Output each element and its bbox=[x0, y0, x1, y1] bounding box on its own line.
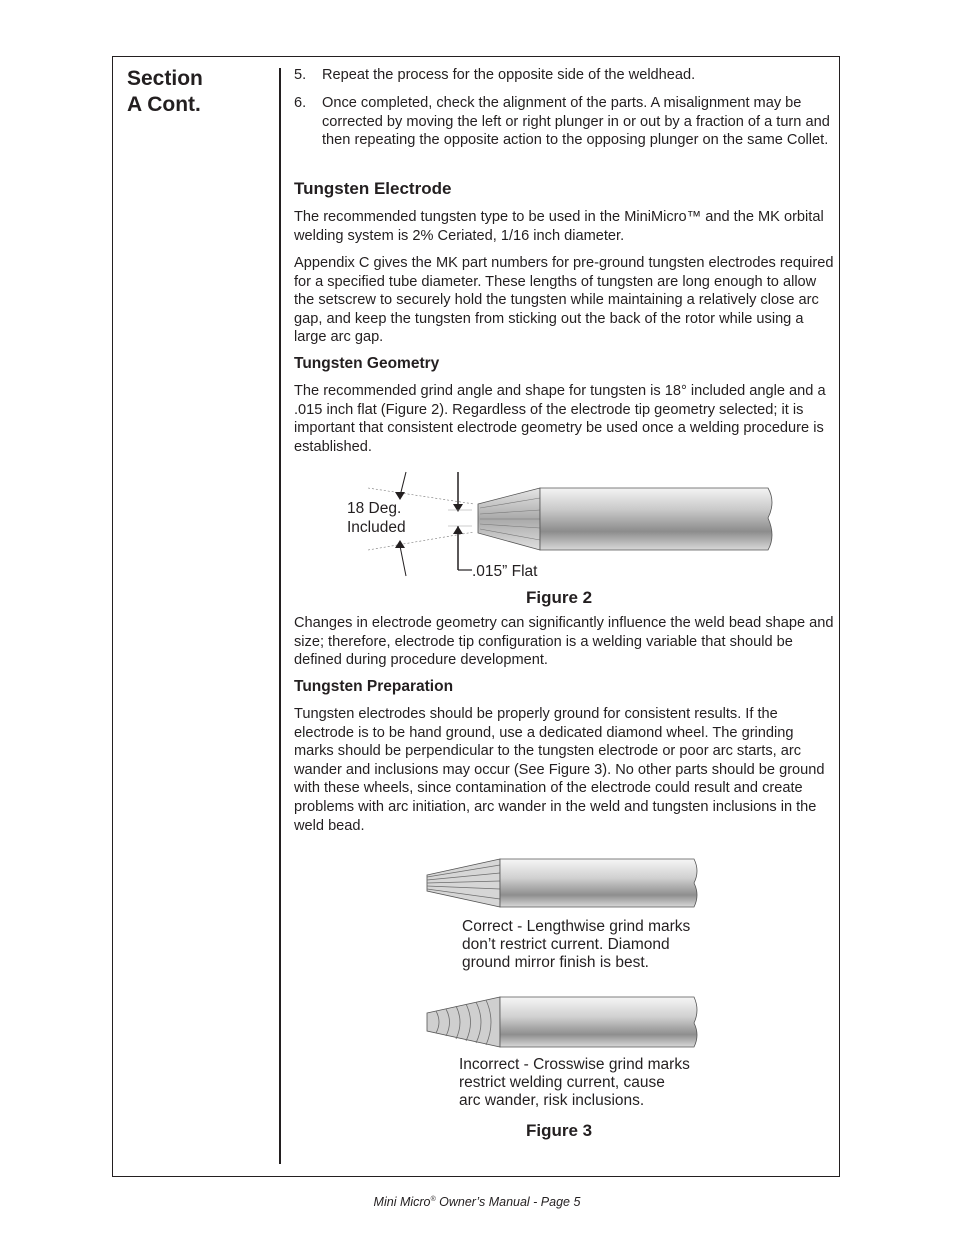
section-title-line2: A Cont. bbox=[127, 93, 201, 116]
paragraph-tungsten-type: The recommended tungsten type to be used in the MiniMicro™ and the MK orbital welding system is 2% Ceriated, 1/16 inch diameter. bbox=[294, 209, 824, 244]
figure3-caption: Figure 3 bbox=[526, 1121, 593, 1140]
heading-tungsten-electrode: Tungsten Electrode bbox=[294, 179, 452, 198]
figure2-flat-label: .015” Flat bbox=[472, 563, 538, 580]
figure2-electrode-diagram bbox=[340, 466, 780, 584]
list-text: Once completed, check the alignment of the parts. A misalignment may be corrected by moving the left or right plunger in or out by a fraction of a turn and then repeating the opposite action to the opposing plunger on the same Collet. bbox=[322, 95, 830, 149]
registered-mark: ® bbox=[430, 1195, 436, 1203]
heading-tungsten-geometry: Tungsten Geometry bbox=[294, 355, 440, 372]
section-title bbox=[127, 66, 203, 118]
list-text: Repeat the process for the opposite side of the weldhead. bbox=[322, 67, 696, 83]
footer-product: Mini Micro bbox=[373, 1195, 431, 1209]
list-number: 5. bbox=[294, 67, 307, 83]
figure3-correct-line3: ground mirror finish is best. bbox=[462, 954, 649, 971]
figure2-angle-label-line2: Included bbox=[347, 519, 406, 536]
paragraph-grind-angle: The recommended grind angle and shape for tungsten is 18° included angle and a .015 inch flat (Figure 2). Regardless of the electrode tip geometry selected; it is important that consistent electrode geometry be used once a welding procedure is established. bbox=[294, 383, 826, 455]
figure2-caption: Figure 2 bbox=[526, 588, 593, 607]
section-title-line1: Section bbox=[127, 67, 203, 90]
list-number: 6. bbox=[294, 95, 307, 111]
paragraph-appendix-c: Appendix C gives the MK part numbers for pre-ground tungsten electrodes required for a specified tube diameter. These lengths of tungsten are long enough to allow the setscrew to securely hold the tungsten while maintaining a relatively close arc gap, and keep the tungsten from sticking out the back of the rotor while using a large arc gap. bbox=[294, 255, 834, 346]
figure3-incorrect-line3: arc wander, risk inclusions. bbox=[459, 1092, 645, 1109]
figure2-angle-label-line1: 18 Deg. bbox=[347, 500, 402, 517]
heading-tungsten-preparation: Tungsten Preparation bbox=[294, 678, 454, 695]
figure3-correct-line1: Correct - Lengthwise grind marks bbox=[462, 918, 691, 935]
figure3-correct-line2: don’t restrict current. Diamond bbox=[462, 936, 670, 953]
paragraph-grinding: Tungsten electrodes should be properly ground for consistent results. If the electrode is to be hand ground, use a dedicated diamond wheel. The grinding marks should be perpendicular to the tungsten electrode or poor arc starts, arc wander and inclusions may occur (See Figure 3). No other parts should be ground with these wheels, since contamination of the electrode could result and create problems with arc initiation, arc wander in the weld and tungsten inclusions in the weld bead. bbox=[294, 706, 825, 834]
figure3-incorrect-line2: restrict welding current, cause bbox=[459, 1074, 665, 1091]
figure3-incorrect-line1: Incorrect - Crosswise grind marks bbox=[459, 1056, 690, 1073]
footer-page-text: Owner’s Manual - Page 5 bbox=[435, 1195, 581, 1209]
page-footer bbox=[0, 1195, 954, 1209]
paragraph-geometry-note: Changes in electrode geometry can significantly influence the weld bead shape and size; therefore, electrode tip configuration is a welding variable that should be defined during procedure development. bbox=[294, 615, 834, 669]
column-divider bbox=[279, 68, 281, 1164]
